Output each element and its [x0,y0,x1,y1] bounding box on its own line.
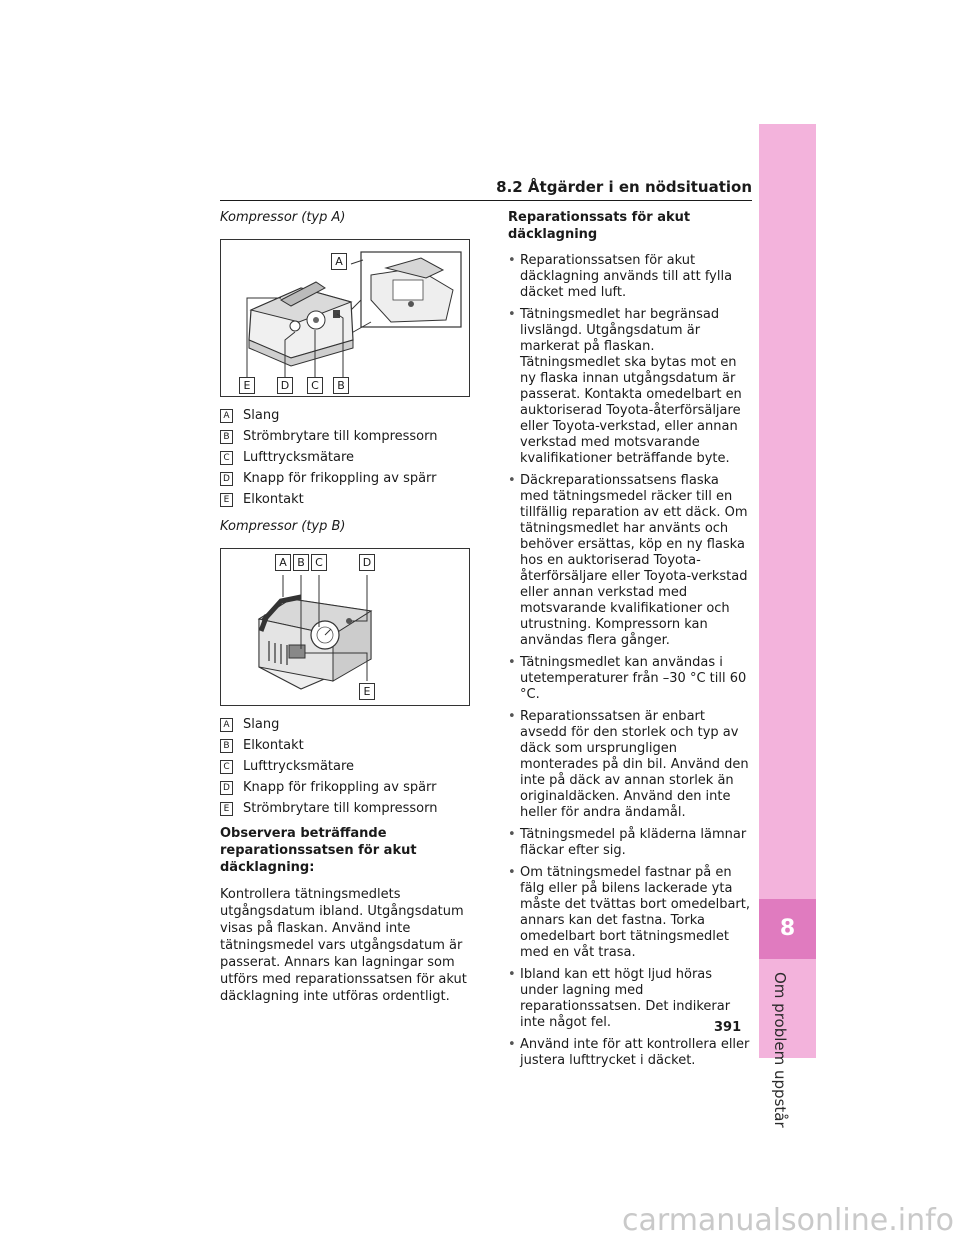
legend-key: B [220,739,233,753]
repair-kit-bullets [508,253,750,1069]
figure-2-compressor-type-b [220,548,470,706]
watermark: carmanualsonline.info [622,1203,954,1238]
fig2-callout-a: A [275,554,291,571]
fig2-callout-b: B [293,554,309,571]
legend-key: D [220,472,233,486]
repair-kit-heading: Reparationssats för akut däcklagning [508,210,691,242]
legend-item [220,756,472,777]
legend-key: C [220,760,233,774]
bullet-item: • Reparationssatsen är enbart avsedd för den storlek och typ av däck som ursprungligen monterades på din bil. Använd den inte på däck av annan storlek än originaldäcken. Använd den inte heller för andra ändamål. [508,709,750,821]
legend-item [220,447,472,468]
bullet-item: • Däckreparationssatsens flaska med tätningsmedel räcker till en tillfällig reparation av ett däck. Om tätningsmedlet har använts och behöver ersättas, köp en ny flaska hos en auktoriserad Toyota-återförsäljare eller Toyota-verkstad eller annan verkstad med motsvarande kvalifikationer och utrustning. Kompressorn kan användas flera gånger. [508,473,750,649]
fig2-callout-c: C [311,554,327,571]
legend-text: Slang [243,717,280,732]
legend-item [220,777,472,798]
notice-text: Kontrollera tätningsmedlets utgångsdatum ibland. Utgångsdatum visas på flaskan. Använd inte tätningsmedel vars utgångsdatum är passerat. Annars kan lagningar som utförs med reparationssatsen för akut däcklagning inte utföras ordentligt. [220,887,467,1004]
legend-key: D [220,781,233,795]
right-column [508,209,750,1075]
bullet-item: • Använd inte för att kontrollera eller justera lufttrycket i däcket. [508,1037,750,1069]
section-title: 8.2 Åtgärder i en nödsituation [496,178,752,196]
legend-item [220,798,472,819]
legend-item [220,489,472,510]
figure-1-compressor-type-a [220,239,470,397]
legend-key: E [220,493,233,507]
legend-key: C [220,451,233,465]
figure-1-legend [220,405,472,510]
legend-text: Elkontakt [243,492,304,507]
bullet-item: • Tätningsmedel på kläderna lämnar fläckar efter sig. [508,827,750,859]
figure-2-legend [220,714,472,819]
legend-text: Knapp för frikoppling av spärr [243,471,437,486]
chapter-side-tab [759,124,816,1128]
legend-text: Strömbrytare till kompressorn [243,429,438,444]
fig1-callout-d: D [277,377,293,394]
chapter-number: 8 [759,899,816,959]
legend-item [220,714,472,735]
page-number: 391 [714,1020,742,1035]
legend-text: Strömbrytare till kompressorn [243,801,438,816]
fig2-callout-e: E [359,683,375,700]
notice-heading: Observera beträffande reparationssatsen för akut däcklagning: [220,826,417,875]
legend-key: A [220,718,233,732]
compressor-b-illustration [221,549,469,705]
header-divider [220,200,752,201]
left-column [220,209,472,1005]
bullet-item: • Reparationssatsen för akut däcklagning används till att fylla däcket med luft. [508,253,750,301]
legend-key: E [220,802,233,816]
legend-text: Slang [243,408,280,423]
legend-item [220,426,472,447]
fig1-callout-b: B [333,377,349,394]
legend-text: Elkontakt [243,738,304,753]
bullet-item: • Ibland kan ett högt ljud höras under lagning med reparationssatsen. Det indikerar inte något fel. [508,967,750,1031]
bullet-item: • Om tätningsmedel fastnar på en fälg eller på bilens lackerade yta måste det tvättas bort omedelbart, annars kan det fastna. Torka omedelbart bort tätningsmedlet med en våt trasa. [508,865,750,961]
legend-item [220,735,472,756]
fig2-callout-d: D [359,554,375,571]
figure-2-caption: Kompressor (typ B) [220,519,346,534]
fig1-callout-c: C [307,377,323,394]
legend-item [220,468,472,489]
fig1-callout-e: E [239,377,255,394]
legend-item [220,405,472,426]
legend-key: B [220,430,233,444]
figure-1-caption: Kompressor (typ A) [220,210,346,225]
chapter-title: Om problem uppstår [771,972,789,1128]
legend-key: A [220,409,233,423]
legend-text: Knapp för frikoppling av spärr [243,780,437,795]
bullet-item: • Tätningsmedlet har begränsad livslängd. Utgångsdatum är markerat på flaskan. Tätningsmedlet ska bytas mot en ny flaska innan utgångsdatum är passerat. Kontakta omedelbart en auktoriserad Toyota-återförsäljare eller Toyota-verkstad, eller annan verkstad med motsvarande kvalifikationer beträffande byte. [508,307,750,467]
fig1-callout-a: A [331,253,347,270]
legend-text: Lufttrycksmätare [243,450,355,465]
legend-text: Lufttrycksmätare [243,759,355,774]
bullet-item: • Tätningsmedlet kan användas i utetemperaturer från –30 °C till 60 °C. [508,655,750,703]
